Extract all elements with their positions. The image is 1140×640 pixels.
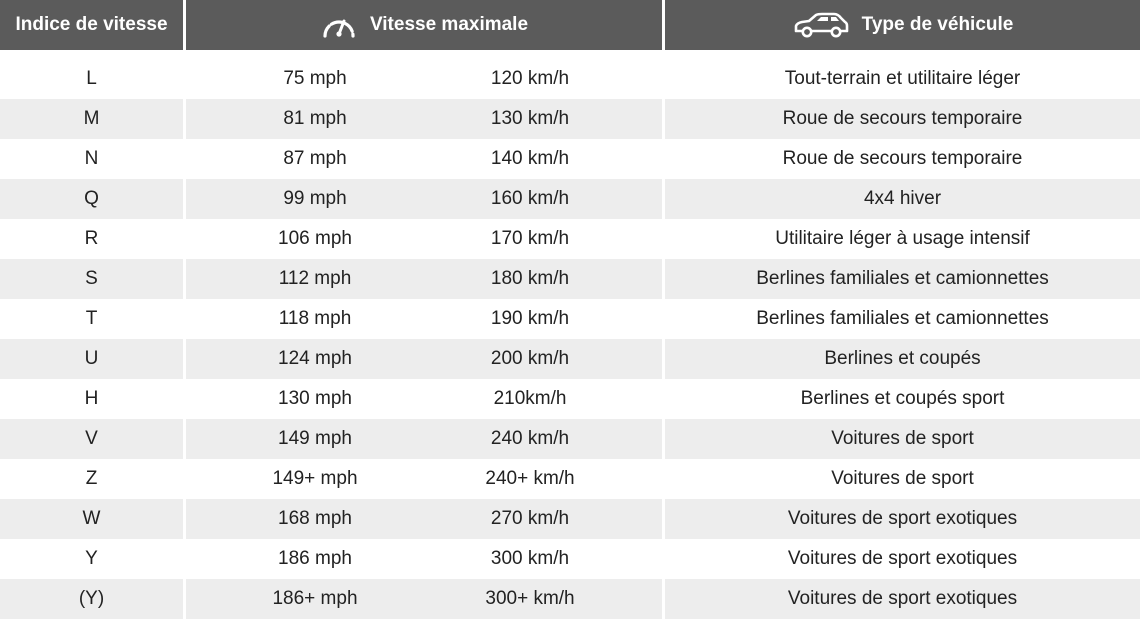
speed-kmh-value: 160 km/h	[490, 188, 570, 209]
vehicle-type-cell: Roue de secours temporaire	[665, 99, 1140, 139]
speed-index-cell: W	[0, 499, 183, 539]
speed-kmh-value: 240 km/h	[490, 428, 570, 449]
table-row	[0, 99, 1140, 139]
speed-mph-value: 81 mph	[283, 108, 347, 129]
speed-mph-value: 112 mph	[278, 268, 352, 289]
speed-mph-value: 75 mph	[283, 68, 347, 89]
vehicle-type-cell: Berlines familiales et camionnettes	[665, 259, 1140, 299]
speed-mph-value: 186 mph	[278, 548, 352, 569]
speed-kmh-value: 180 km/h	[490, 268, 570, 289]
table-row	[0, 59, 1140, 99]
speed-index-cell: H	[84, 388, 99, 409]
vehicle-type-cell: Voitures de sport	[665, 419, 1140, 459]
speed-index-cell: S	[0, 259, 183, 299]
speed-mph-value: 149+ mph	[272, 468, 358, 489]
car-icon	[792, 11, 850, 39]
speed-index-cell: U	[0, 339, 183, 379]
speed-kmh-value: 170 km/h	[490, 228, 570, 249]
table-row	[0, 499, 1140, 539]
header-max-speed	[186, 0, 662, 50]
speed-mph-value: 106 mph	[278, 228, 352, 249]
table-row	[0, 339, 1140, 379]
speed-kmh-value: 140 km/h	[490, 148, 570, 169]
vehicle-type-cell: Tout-terrain et utilitaire léger	[784, 68, 1021, 89]
speed-kmh-value: 240+ km/h	[485, 468, 575, 489]
table-row	[0, 579, 1140, 619]
speed-mph-value: 118 mph	[278, 308, 352, 329]
table-row	[0, 139, 1140, 179]
table-row	[0, 179, 1140, 219]
vehicle-type-cell: Voitures de sport exotiques	[665, 579, 1140, 619]
speed-kmh-value: 120 km/h	[490, 68, 570, 89]
table-row	[0, 539, 1140, 579]
vehicle-type-cell: Berlines et coupés sport	[800, 388, 1005, 409]
table-row	[0, 219, 1140, 259]
speed-index-cell: Q	[0, 179, 183, 219]
speed-index-cell: L	[86, 68, 97, 89]
header-vehicle-type	[665, 0, 1140, 50]
speed-index-cell: M	[0, 99, 183, 139]
header-vehicle-type-label: Type de véhicule	[861, 14, 1014, 35]
table-row	[0, 259, 1140, 299]
table-row	[0, 459, 1140, 499]
speed-kmh-value: 130 km/h	[490, 108, 570, 129]
table-body	[0, 59, 1140, 619]
speed-kmh-value: 300+ km/h	[485, 588, 575, 609]
vehicle-type-cell: Roue de secours temporaire	[782, 148, 1023, 169]
header-speed-index-label: Indice de vitesse	[15, 14, 168, 35]
speed-mph-value: 149 mph	[278, 428, 352, 449]
speed-index-cell: V	[0, 419, 183, 459]
table-row	[0, 419, 1140, 459]
speed-mph-value: 186+ mph	[272, 588, 358, 609]
vehicle-type-cell: Voitures de sport exotiques	[665, 499, 1140, 539]
speed-mph-value: 124 mph	[278, 348, 352, 369]
speed-kmh-value: 210km/h	[493, 388, 567, 409]
speed-index-cell: R	[84, 228, 99, 249]
speed-kmh-value: 270 km/h	[490, 508, 570, 529]
table-row	[0, 299, 1140, 339]
table-row	[0, 379, 1140, 419]
vehicle-type-cell: Voitures de sport exotiques	[787, 548, 1018, 569]
vehicle-type-cell: Voitures de sport	[831, 468, 974, 489]
speed-mph-value: 87 mph	[283, 148, 347, 169]
speed-mph-value: 130 mph	[278, 388, 352, 409]
speedometer-icon	[320, 10, 358, 40]
speed-index-cell: Y	[85, 548, 98, 569]
vehicle-type-cell: Berlines familiales et camionnettes	[756, 308, 1049, 329]
header-speed-index	[0, 0, 183, 50]
header-max-speed-label: Vitesse maximale	[369, 14, 529, 35]
speed-kmh-value: 300 km/h	[490, 548, 570, 569]
speed-index-cell: T	[85, 308, 98, 329]
speed-index-cell: Z	[85, 468, 98, 489]
speed-mph-value: 99 mph	[283, 188, 347, 209]
vehicle-type-cell: Utilitaire léger à usage intensif	[775, 228, 1030, 249]
vehicle-type-cell: Berlines et coupés	[665, 339, 1140, 379]
speed-kmh-value: 200 km/h	[490, 348, 570, 369]
speed-mph-value: 168 mph	[278, 508, 352, 529]
table-header	[0, 0, 1140, 50]
speed-index-cell: (Y)	[0, 579, 183, 619]
vehicle-type-cell: 4x4 hiver	[665, 179, 1140, 219]
speed-kmh-value: 190 km/h	[490, 308, 570, 329]
speed-index-cell: N	[84, 148, 99, 169]
